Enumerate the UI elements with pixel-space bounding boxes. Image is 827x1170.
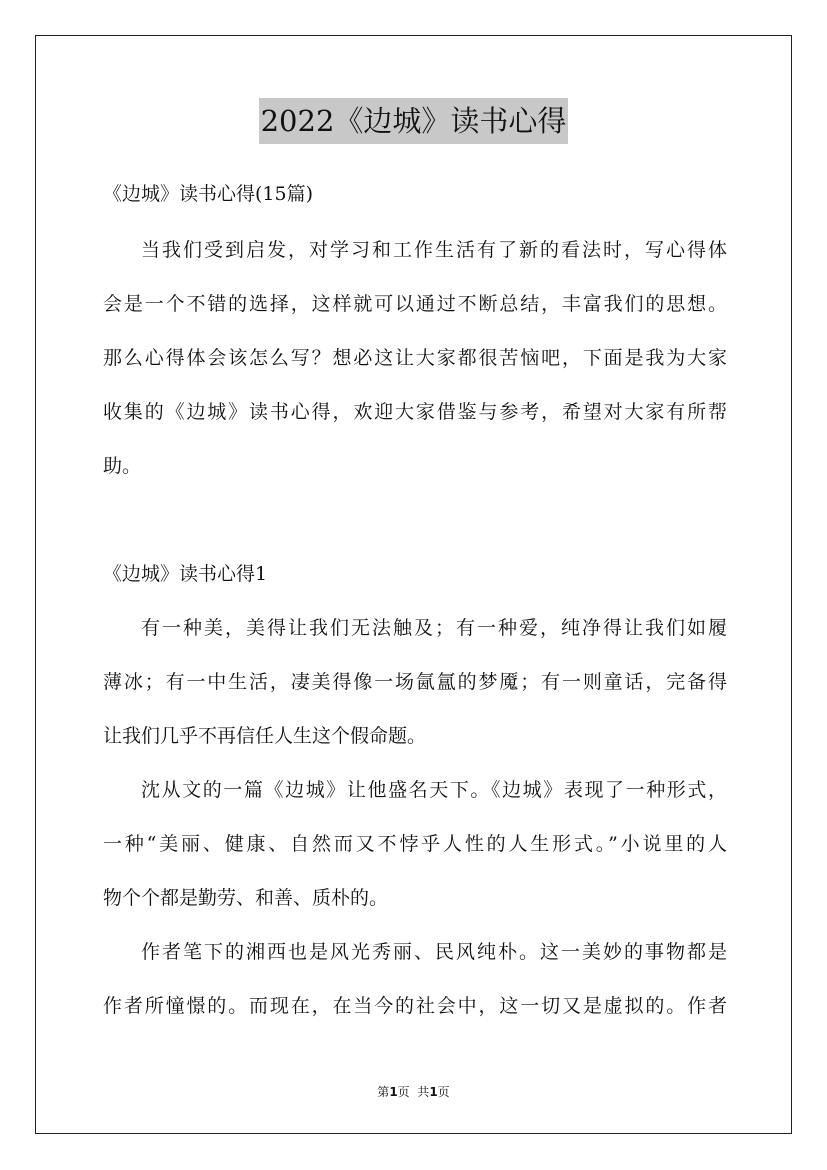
- para1-line-3: 让我们几乎不再信任人生这个假命题。: [103, 725, 427, 747]
- footer-suffix: 页: [437, 1085, 450, 1099]
- intro-line-4: 收集的《边城》读书心得，欢迎大家借鉴与参考，希望对大家有所帮: [103, 401, 727, 423]
- page-footer: [0, 1084, 827, 1100]
- subtitle: 《边城》读书心得(15篇): [103, 183, 314, 205]
- title-text: 2022《边城》读书心得: [259, 98, 569, 144]
- document-title: [0, 98, 827, 144]
- section-heading: 《边城》读书心得1: [103, 563, 268, 585]
- intro-line-2: 会是一个不错的选择，这样就可以通过不断总结，丰富我们的思想。: [103, 293, 727, 315]
- para3-line-2: 作者所憧憬的。而现在，在当今的社会中，这一切又是虚拟的。作者: [103, 995, 727, 1017]
- para2-line-3: 物个个都是勤劳、和善、质朴的。: [103, 887, 389, 909]
- para1-line-2: 薄冰；有一中生活，凄美得像一场氤氲的梦魇；有一则童话，完备得: [103, 671, 727, 693]
- footer-page-current: 1: [389, 1085, 398, 1099]
- para3-line-1: 作者笔下的湘西也是风光秀丽、民风纯朴。这一美妙的事物都是: [141, 941, 727, 963]
- para2-line-1: 沈从文的一篇《边城》让他盛名天下。《边城》表现了一种形式，: [141, 779, 727, 801]
- para1-line-1: 有一种美，美得让我们无法触及；有一种爱，纯净得让我们如履: [141, 617, 727, 639]
- intro-line-5: 助。: [103, 455, 142, 477]
- para2-line-2: 一种“美丽、健康、自然而又不悖乎人性的人生形式。”小说里的人: [103, 833, 727, 855]
- footer-page-total: 1: [429, 1085, 438, 1099]
- footer-mid: 页 共: [397, 1085, 430, 1099]
- footer-prefix: 第: [377, 1085, 390, 1099]
- intro-line-1: 当我们受到启发，对学习和工作生活有了新的看法时，写心得体: [141, 239, 727, 261]
- intro-line-3: 那么心得体会该怎么写？想必这让大家都很苦恼吧，下面是我为大家: [103, 347, 727, 369]
